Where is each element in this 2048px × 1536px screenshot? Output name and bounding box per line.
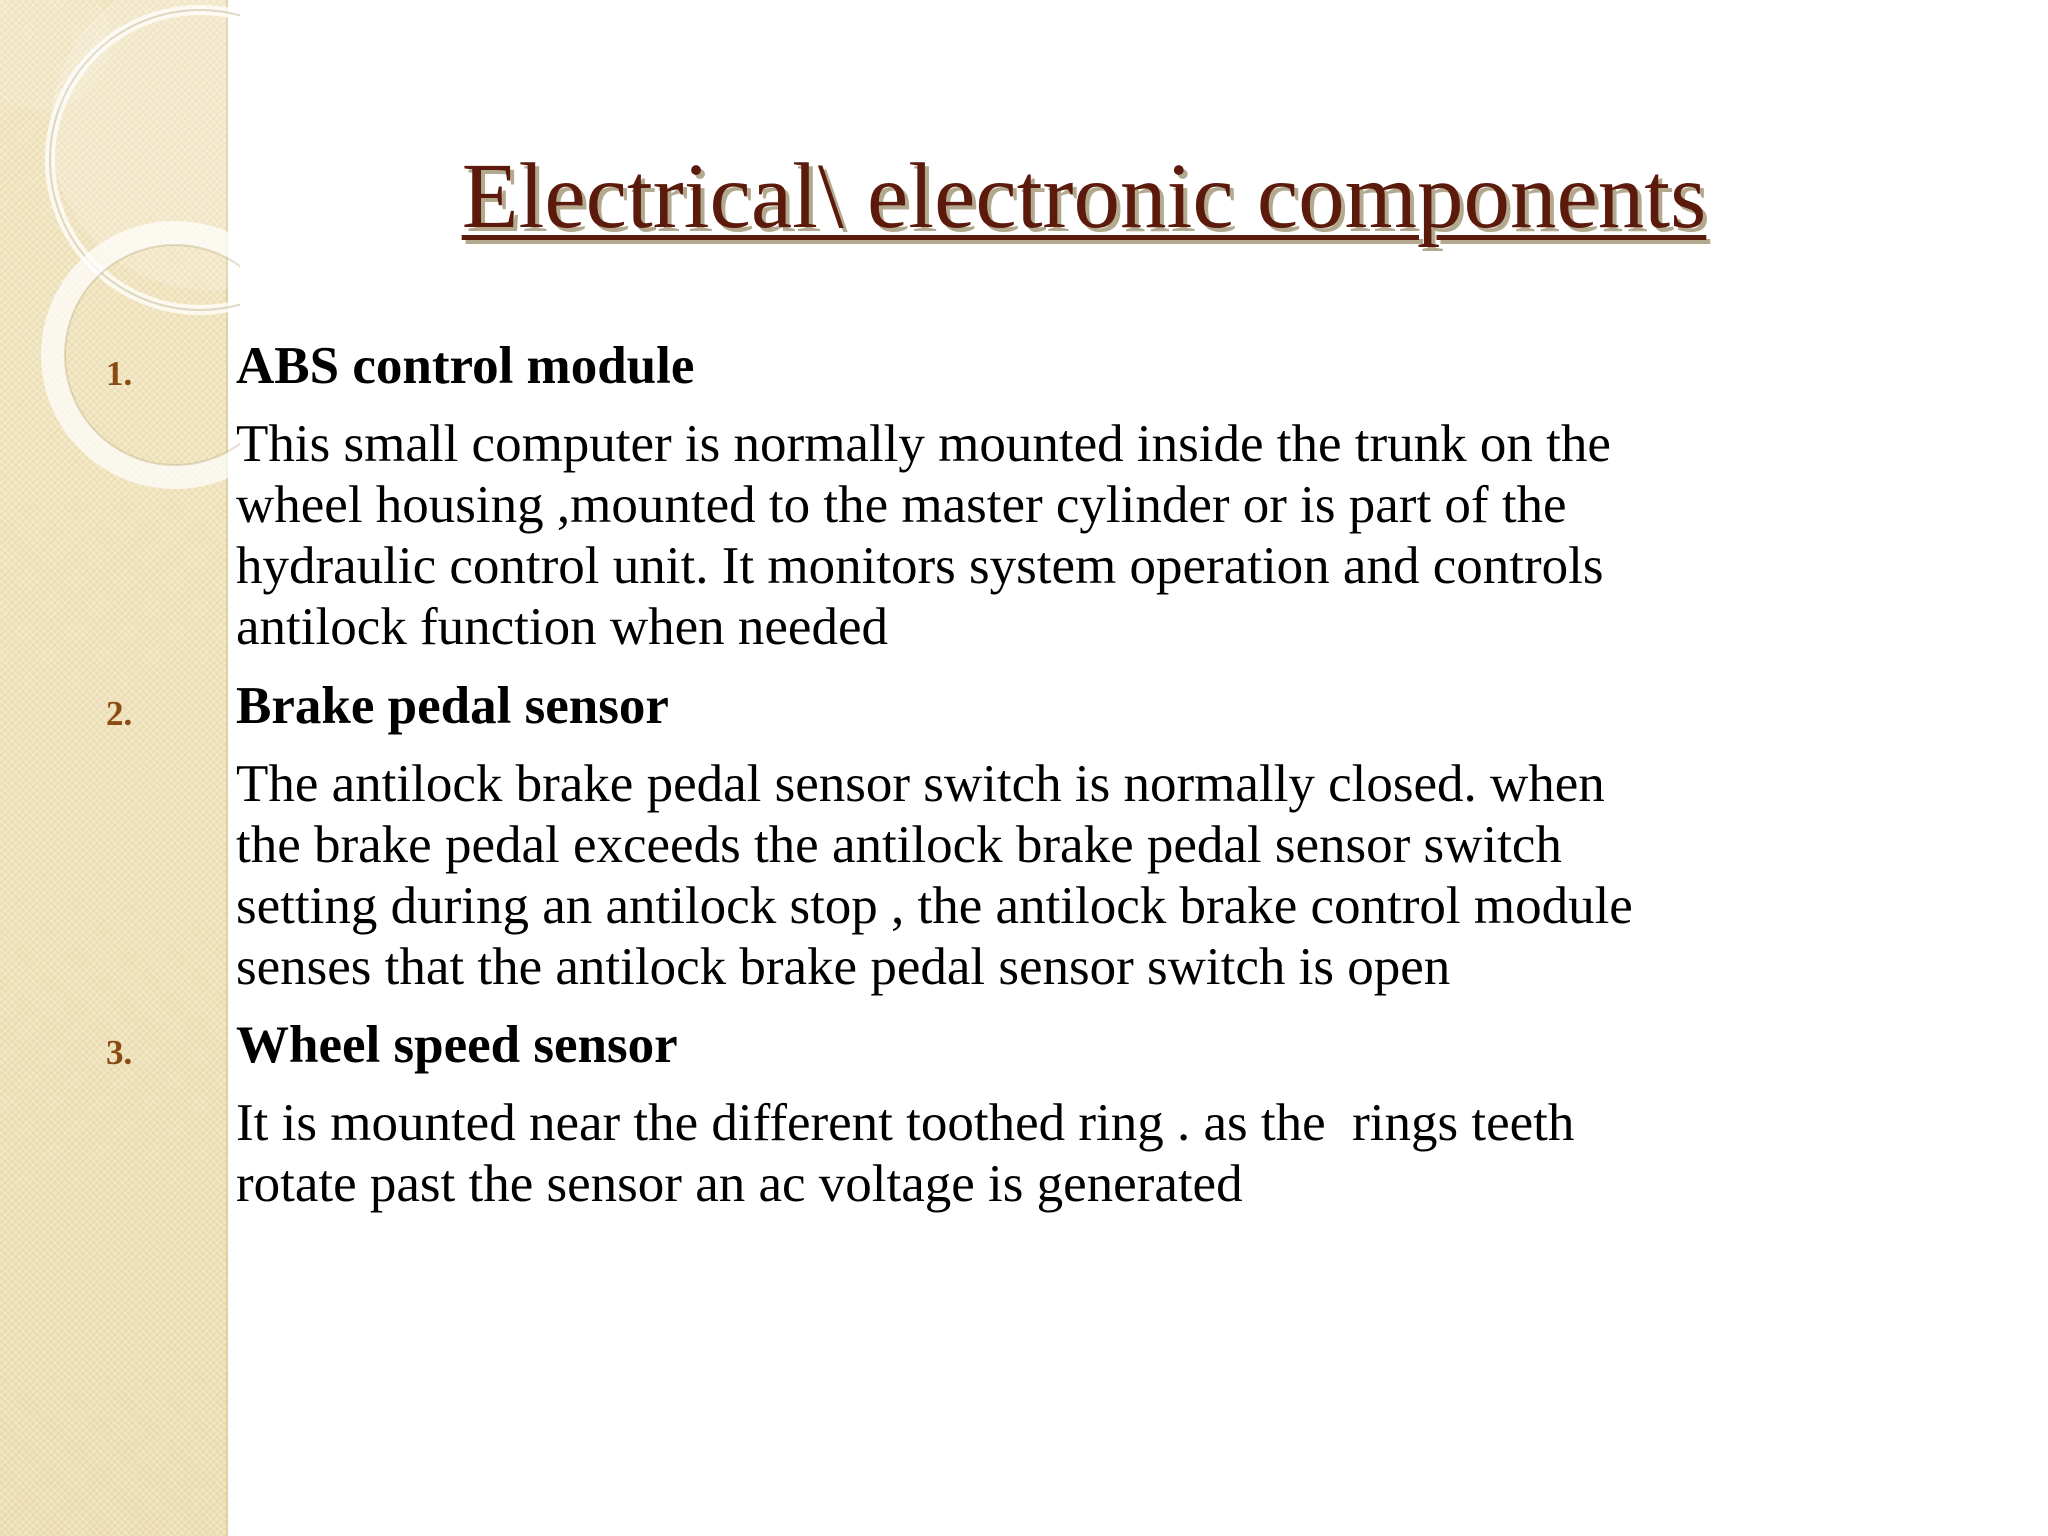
item-description [236, 754, 1796, 998]
description-line: antilock function when needed [236, 598, 888, 656]
description-line: hydraulic control unit. It monitors system operation and controls [236, 537, 1604, 595]
item-heading: ABS control module [236, 337, 695, 395]
decorative-rings [0, 0, 240, 520]
item-number: 3. [106, 1033, 133, 1072]
item-heading: Brake pedal sensor [236, 677, 669, 735]
description-line: setting during an antilock stop , the antilock brake control module [236, 877, 1633, 935]
item-number: 1. [106, 354, 133, 393]
description-line: It is mounted near the different toothed ring . as the rings teeth [236, 1094, 1575, 1152]
description-line: This small computer is normally mounted inside the trunk on the [236, 415, 1611, 473]
item-heading: Wheel speed sensor [236, 1016, 678, 1074]
description-line: senses that the antilock brake pedal sensor switch is open [236, 938, 1451, 996]
item-description [236, 414, 1796, 658]
item-description [236, 1093, 1796, 1215]
slide-title: Electrical\ electronic components [461, 145, 1707, 248]
description-line: rotate past the sensor an ac voltage is generated [236, 1155, 1243, 1213]
item-number: 2. [106, 694, 133, 733]
description-line: wheel housing ,mounted to the master cylinder or is part of the [236, 476, 1567, 534]
description-line: The antilock brake pedal sensor switch is normally closed. when [236, 755, 1605, 813]
description-line: the brake pedal exceeds the antilock brake pedal sensor switch [236, 816, 1562, 874]
